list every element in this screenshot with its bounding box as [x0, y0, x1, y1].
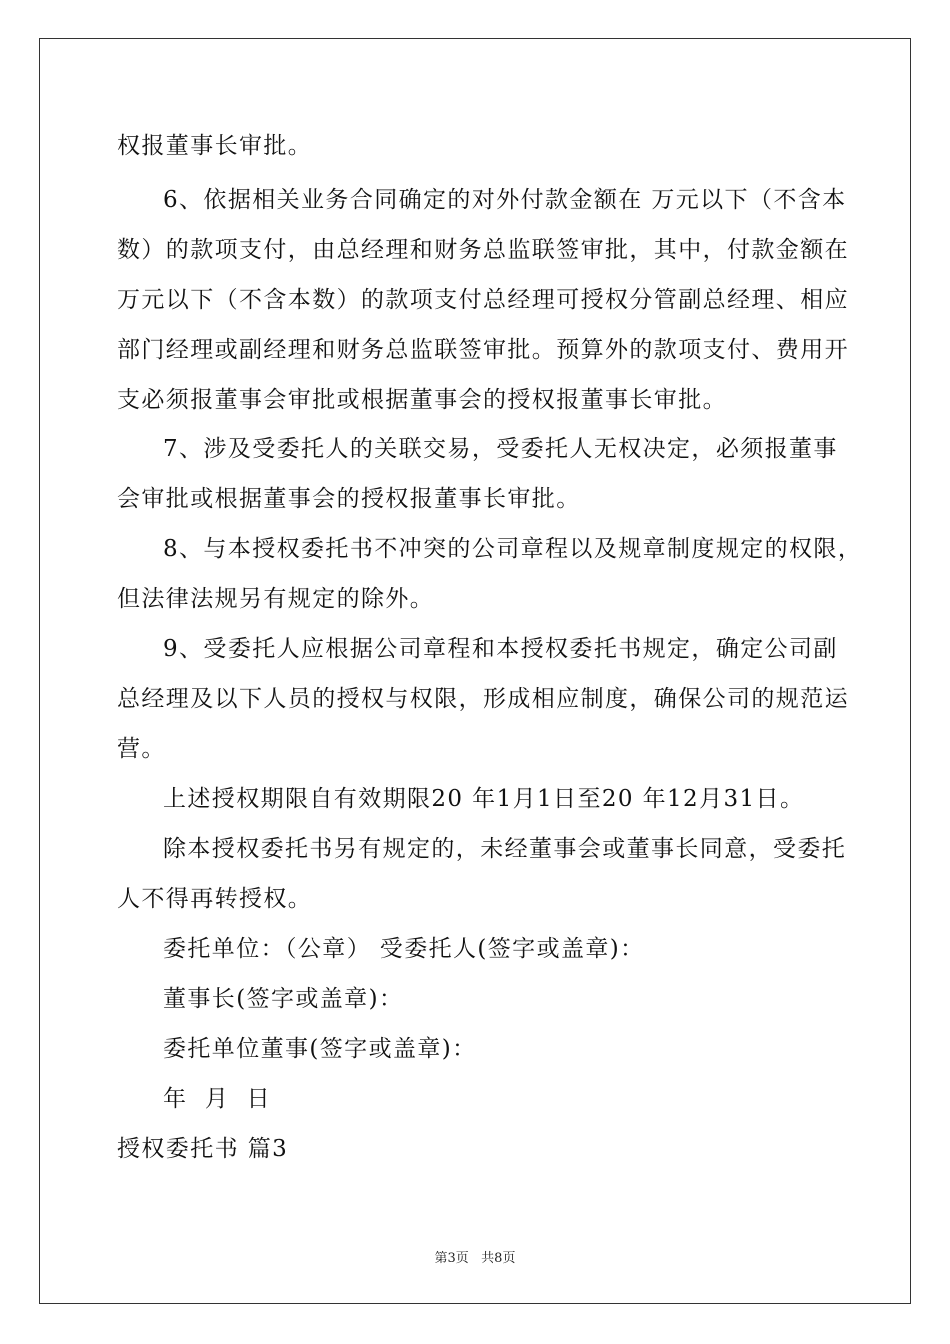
- paragraph-line: 6、依据相关业务合同确定的对外付款金额在 万元以下（不含本: [163, 187, 847, 213]
- section-heading: 授权委托书 篇3: [117, 1136, 289, 1162]
- paragraph-line: 8、与本授权委托书不冲突的公司章程以及规章制度规定的权限，: [163, 536, 863, 562]
- paragraph-line: 会审批或根据董事会的授权报董事长审批。: [117, 486, 581, 512]
- paragraph-line: 支必须报董事会审批或根据董事会的授权报董事长审批。: [117, 387, 727, 413]
- paragraph-line: 部门经理或副经理和财务总监联签审批。预算外的款项支付、费用开: [117, 337, 849, 363]
- signature-line: 董事长(签字或盖章)：: [163, 986, 404, 1012]
- paragraph-line: 营。: [117, 736, 166, 762]
- paragraph-line: 除本授权委托书另有规定的，未经董事会或董事长同意，受委托: [163, 836, 847, 862]
- paragraph-line: 人不得再转授权。: [117, 886, 313, 912]
- paragraph-line: 但法律法规另有规定的除外。: [117, 586, 435, 612]
- paragraph-line: 总经理及以下人员的授权与权限，形成相应制度，确保公司的规范运: [117, 686, 849, 712]
- signature-line: 委托单位董事(签字或盖章)：: [163, 1036, 477, 1062]
- signature-line: 委托单位：（公章） 受委托人(签字或盖章)：: [163, 936, 645, 962]
- paragraph-line: 上述授权期限自有效期限20 年1月1日至20 年12月31日。: [163, 786, 805, 812]
- paragraph-line: 数）的款项支付，由总经理和财务总监联签审批，其中，付款金额在: [117, 237, 849, 263]
- page-number: 第3页 共8页: [434, 1251, 516, 1266]
- paragraph-line: 万元以下（不含本数）的款项支付总经理可授权分管副总经理、相应: [117, 287, 849, 313]
- date-line: 年 月 日: [163, 1086, 272, 1112]
- paragraph-line: 7、涉及受委托人的关联交易，受委托人无权决定，必须报董事: [163, 436, 838, 462]
- paragraph-line: 9、受委托人应根据公司章程和本授权委托书规定，确定公司副: [163, 636, 838, 662]
- paragraph-line: 权报董事长审批。: [117, 133, 313, 159]
